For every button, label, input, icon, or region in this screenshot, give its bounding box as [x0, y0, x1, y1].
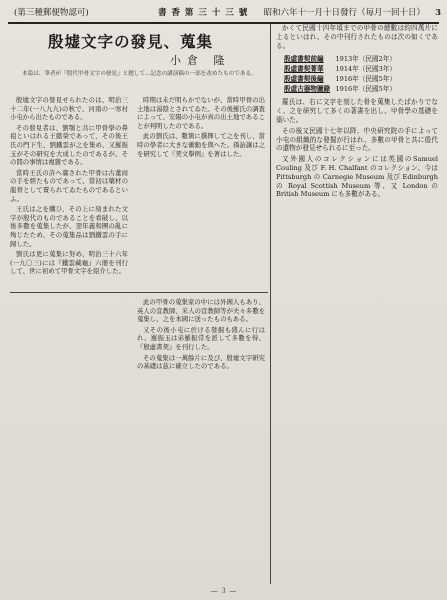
table-row [284, 54, 396, 64]
article-note: 本篇は、筆者が『殷代甲骨文字の發見』と題して...記念の講演稿の一部を改めたものである。 [22, 71, 257, 77]
paragraph: かくて民國十四年頃までの甲骨の總數は約四萬片に上るといはれ、その中刊行されたものは次の如くである。 [276, 24, 438, 50]
paragraph: 殷墟文字の發見せられたのは、明治三十二年(一八九九)の秋で、河南の一寒村小屯から出たものである。 [10, 96, 128, 122]
paragraph: 又その後小屯に於ける發掘も盛んに行はれ、羅振玉は弟羅振常を派して多數を得、『殷虛書契』を刊行した。 [137, 325, 265, 351]
paragraph: 此の劉氏は、數箇に撰擇して之を刊し、當時の學者に大きな衝動を與へた。孫詒讓は之を研究して『契文擧例』を著はした。 [137, 132, 265, 158]
column-divider-vertical [270, 24, 271, 584]
article-title: 殷墟文字の發見、蒐集 [48, 32, 214, 51]
paragraph: 劉氏は更に蒐集に努め、明治三十六年(一九〇三)には『鐵雲藏龜』六冊を刊行して、世に初めて甲骨文字を紹介した。 [10, 250, 128, 276]
paragraph: 時期は未だ明らかでないが、當時甲骨の出土地は湯陰とされてゐた。その後羅氏の調査によって、安陽の小屯が真の出土地であることが判明したのである。 [137, 96, 265, 130]
article-author: 小倉 隆 [170, 54, 231, 67]
publication-table [284, 54, 438, 94]
publication-year: 1914年（民國3年） [335, 65, 396, 74]
paragraph: 羅氏は、右に文字を刻した骨を蒐集したばかりでなく、之を研究して多くの著書を出し、甲骨學の基礎を築いた。 [276, 98, 438, 124]
paragraph: その發見者は、劉鶚と共に甲骨學の鼻祖といはれる王懿榮であって、その後王氏の門下生、劉鐵雲が之を集め、又羅振玉がその研究を大成したのであるが、その間の事情は複雜である。 [10, 123, 128, 167]
header-journal-title: 書 香 第 三 十 三 號 [158, 8, 249, 18]
paragraph: 王氏は之を購ひ、その上に刻まれた文字が殷代のものであることを看破し、以後多數を蒐集したが、翌年義和團の亂に殉じたため、その蒐集品は劉鐵雲の手に歸した。 [10, 205, 128, 248]
publication-year: 1913年（民國2年） [335, 55, 396, 64]
paragraph: 此の甲骨の蒐集家の中には外國人もあり、英人の宣教師、米人の宣教師等が夫々多數を蒐集し、之を本國に送ったものもある。 [137, 298, 265, 324]
table-row [284, 64, 396, 74]
header-date: 昭和六年十一月十日發行（毎月一回十日） [263, 8, 425, 18]
publication-name: 殷虛古器物圖錄 [284, 85, 331, 94]
text-column-3 [137, 298, 265, 586]
table-row [284, 74, 396, 84]
publication-year: 1916年（民國5年） [335, 85, 396, 94]
header-page-number: 3 [435, 8, 441, 18]
header-postal-note: (第三種郵便物認可) [14, 8, 89, 18]
text-column-4 [276, 24, 438, 586]
paragraph: その蒐集は一萬餘片に及び、殷墟文字研究の基礎は茲に確立したのである。 [137, 353, 265, 371]
text-column-1 [10, 96, 128, 586]
table-row [284, 84, 396, 94]
page-header [8, 4, 439, 24]
publication-year: 1916年（民國5年） [335, 75, 396, 84]
publication-name: 殷虛書契菁華 [284, 65, 324, 74]
text-column-2 [137, 96, 265, 286]
publication-name: 殷虛書契後編 [284, 75, 324, 84]
paragraph: その後又民國十七年以降、中央研究院の手によって小屯の組織的な發掘が行はれ、多數の甲骨と共に殷代の遺物が發見せられるに至った。 [276, 126, 438, 153]
publication-name: 殷虛書契前編 [284, 55, 324, 64]
paragraph: 當時王氏の許へ齎された甲骨は古董商の手を經たものであって、當初は藥材の龍骨として賣られてゐたものであるといふ。 [10, 168, 128, 203]
page-footer: — ３ — [210, 587, 237, 595]
paragraph: 又外國人のコレクションには英國のSamuel Couling 及び F. H. Chalfant のコレクション、今は Pittsburgh の Carnegie Museum 及び Edinburgh の Royal Scottish Museum 等、又 London の British Museum にも多數がある。 [276, 155, 438, 199]
